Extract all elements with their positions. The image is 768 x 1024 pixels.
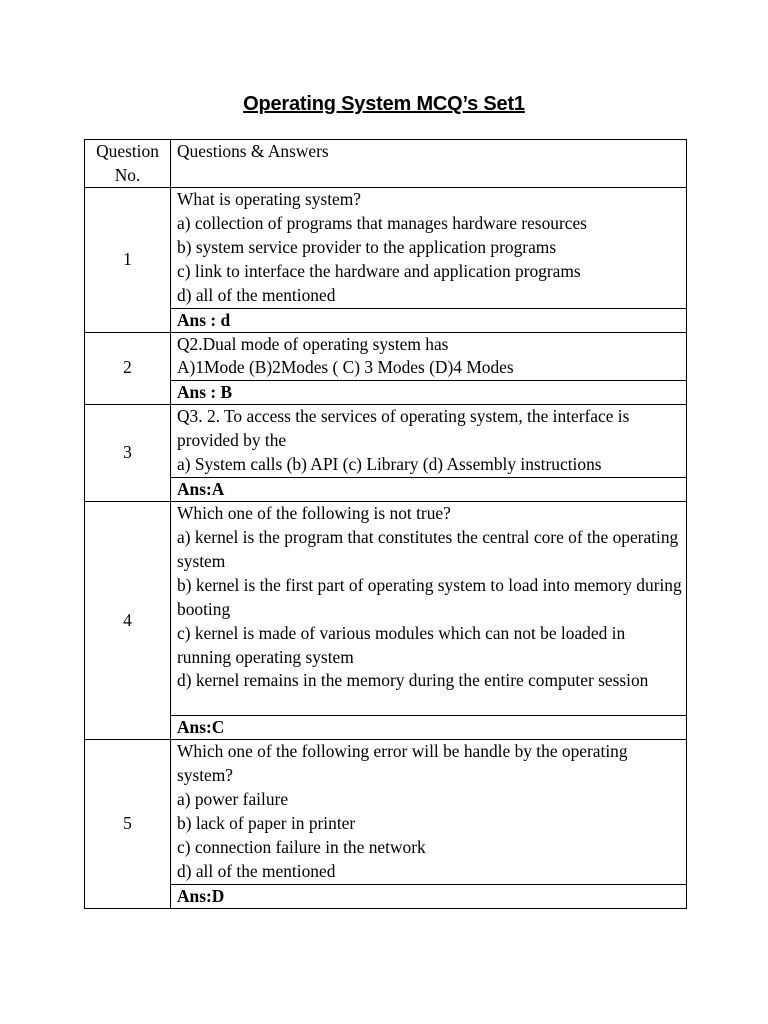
question-line: Which one of the following error will be handle by the operating system?	[177, 741, 628, 785]
answer-row	[85, 884, 687, 908]
question-row	[85, 405, 687, 478]
answer-text: Ans:C	[171, 716, 687, 740]
question-line: a) System calls (b) API (c) Library (d) Assembly instructions	[177, 454, 602, 475]
question-text	[171, 188, 687, 309]
question-line: c) kernel is made of various modules which can not be loaded in running operating system	[177, 622, 626, 667]
answer-row	[85, 478, 687, 502]
answer-text: Ans : B	[171, 381, 687, 405]
question-line: What is operating system?	[177, 189, 362, 209]
answer-row	[85, 308, 687, 332]
answer-text: Ans:D	[171, 884, 687, 908]
question-line: a) collection of programs that manages hardware resources	[177, 212, 587, 233]
question-number: 1	[85, 188, 171, 333]
answer-text: Ans:A	[171, 478, 687, 502]
header-question-line2: No.	[114, 164, 141, 185]
question-row	[85, 740, 687, 884]
header-question-number	[85, 140, 171, 188]
question-line: b) system service provider to the application programs	[177, 236, 557, 257]
header-questions-answers: Questions & Answers	[171, 140, 687, 188]
question-text	[171, 502, 687, 716]
question-line: Q2.Dual mode of operating system has	[177, 333, 449, 354]
question-line: A)1Mode (B)2Modes ( C) 3 Modes (D)4 Modes	[177, 357, 514, 378]
question-row	[85, 188, 687, 309]
answer-text: Ans : d	[171, 308, 687, 332]
question-number: 2	[85, 332, 171, 405]
question-number: 5	[85, 740, 171, 908]
question-line: d) kernel remains in the memory during the entire computer session	[177, 670, 649, 691]
answer-row	[85, 716, 687, 740]
question-line: c) link to interface the hardware and application programs	[177, 260, 581, 281]
mcq-table	[84, 139, 687, 909]
question-line: d) all of the mentioned	[177, 284, 336, 305]
question-row	[85, 332, 687, 381]
question-line: Q3. 2. To access the services of operating system, the interface is provided by the	[177, 406, 630, 451]
document-title: Operating System MCQ’s Set1	[243, 93, 525, 115]
question-text	[171, 405, 687, 478]
answer-row	[85, 381, 687, 405]
question-number: 4	[85, 502, 171, 740]
question-line: a) kernel is the program that constitutes the central core of the operating system	[177, 526, 679, 571]
question-text	[171, 332, 687, 381]
question-row	[85, 502, 687, 716]
header-question-line1: Question	[96, 141, 159, 161]
question-text	[171, 740, 687, 884]
question-line: b) kernel is the first part of operating system to load into memory during booting	[177, 574, 682, 619]
question-line: Which one of the following is not true?	[177, 503, 451, 524]
question-line: a) power failure	[177, 788, 289, 809]
question-line: b) lack of paper in printer	[177, 812, 356, 833]
table-header-row	[85, 140, 687, 188]
question-line: d) all of the mentioned	[177, 860, 336, 881]
question-number: 3	[85, 405, 171, 502]
question-line: c) connection failure in the network	[177, 836, 426, 857]
